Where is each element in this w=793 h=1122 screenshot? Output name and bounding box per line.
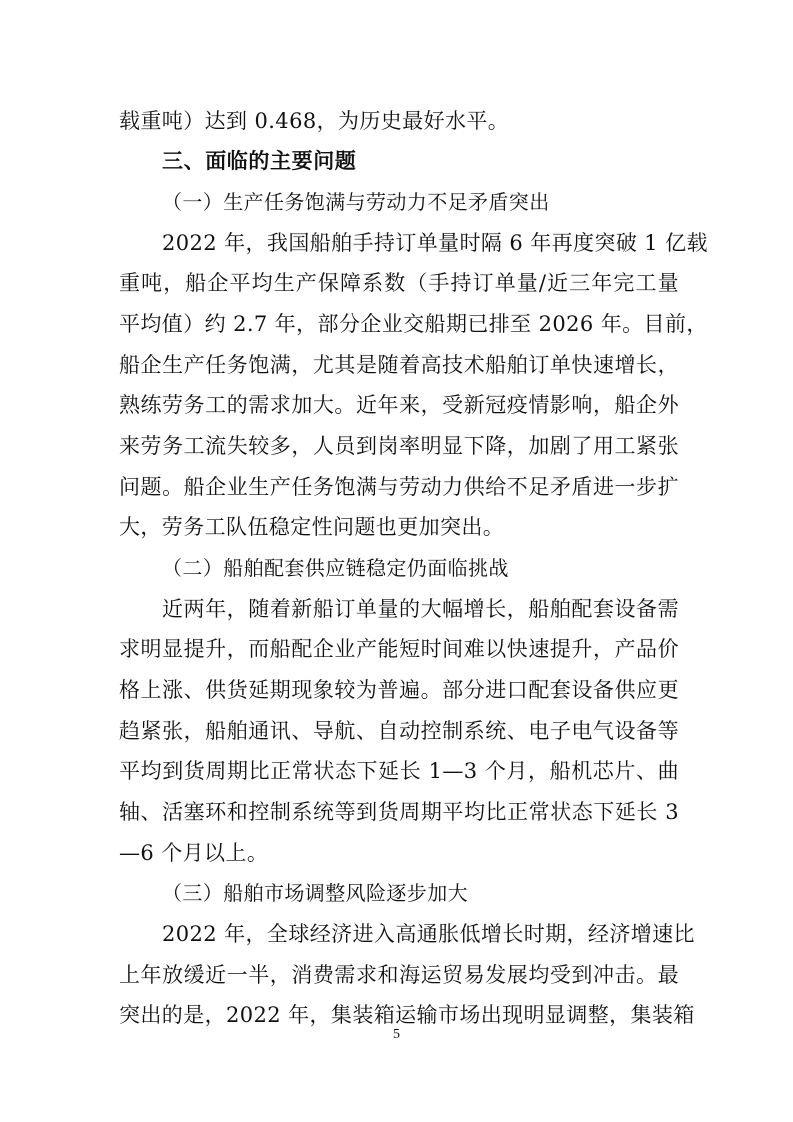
paragraph-line: 船企生产任务饱满，尤其是随着高技术船舶订单快速增长， [119,353,679,377]
paragraph-line: 平均到货周期比正常状态下延长 1—3 个月，船机芯片、曲 [119,759,679,783]
page-number: 5 [393,1027,400,1042]
subsection-heading: （一）生产任务饱满与劳动力不足矛盾突出 [162,190,550,214]
paragraph-line: 熟练劳务工的需求加大。近年来，受新冠疫情影响，船企外 [119,393,679,417]
paragraph-line: 2022 年，我国船舶手持订单量时隔 6 年再度突破 1 亿载 [162,231,708,255]
paragraph-line: 突出的是，2022 年，集装箱运输市场出现明显调整，集装箱 [119,1003,695,1027]
paragraph-line: —6 个月以上。 [119,841,269,865]
paragraph-line: 格上涨、供货延期现象较为普遍。部分进口配套设备供应更 [119,678,679,702]
section-heading: 三、面临的主要问题 [162,149,357,173]
paragraph-line: 载重吨）达到 0.468，为历史最好水平。 [119,109,510,133]
paragraph-line: 趋紧张，船舶通讯、导航、自动控制系统、电子电气设备等 [119,719,679,743]
paragraph-line: 平均值）约 2.7 年，部分企业交船期已排至 2026 年。目前， [119,312,708,336]
subsection-heading: （二）船舶配套供应链稳定仍面临挑战 [162,556,509,580]
paragraph-line: 近两年，随着新船订单量的大幅增长，船舶配套设备需 [162,597,679,621]
paragraph-line: 大，劳务工队伍稳定性问题也更加突出。 [119,515,505,539]
paragraph-line: 重吨，船企平均生产保障系数（手持订单量/近三年完工量 [119,271,679,295]
paragraph-line: 求明显提升，而船配企业产能短时间难以快速提升，产品价 [119,637,679,661]
paragraph-line: 2022 年，全球经济进入高通胀低增长时期，经济增速比 [162,922,695,946]
paragraph-line: 问题。船企业生产任务饱满与劳动力供给不足矛盾进一步扩 [119,475,679,499]
subsection-heading: （三）船舶市场调整风险逐步加大 [162,881,468,905]
paragraph-line: 上年放缓近一半，消费需求和海运贸易发展均受到冲击。最 [119,963,679,987]
paragraph-line: 来劳务工流失较多，人员到岗率明显下降，加剧了用工紧张 [119,434,679,458]
paragraph-line: 轴、活塞环和控制系统等到货周期平均比正常状态下延长 3 [119,800,679,824]
